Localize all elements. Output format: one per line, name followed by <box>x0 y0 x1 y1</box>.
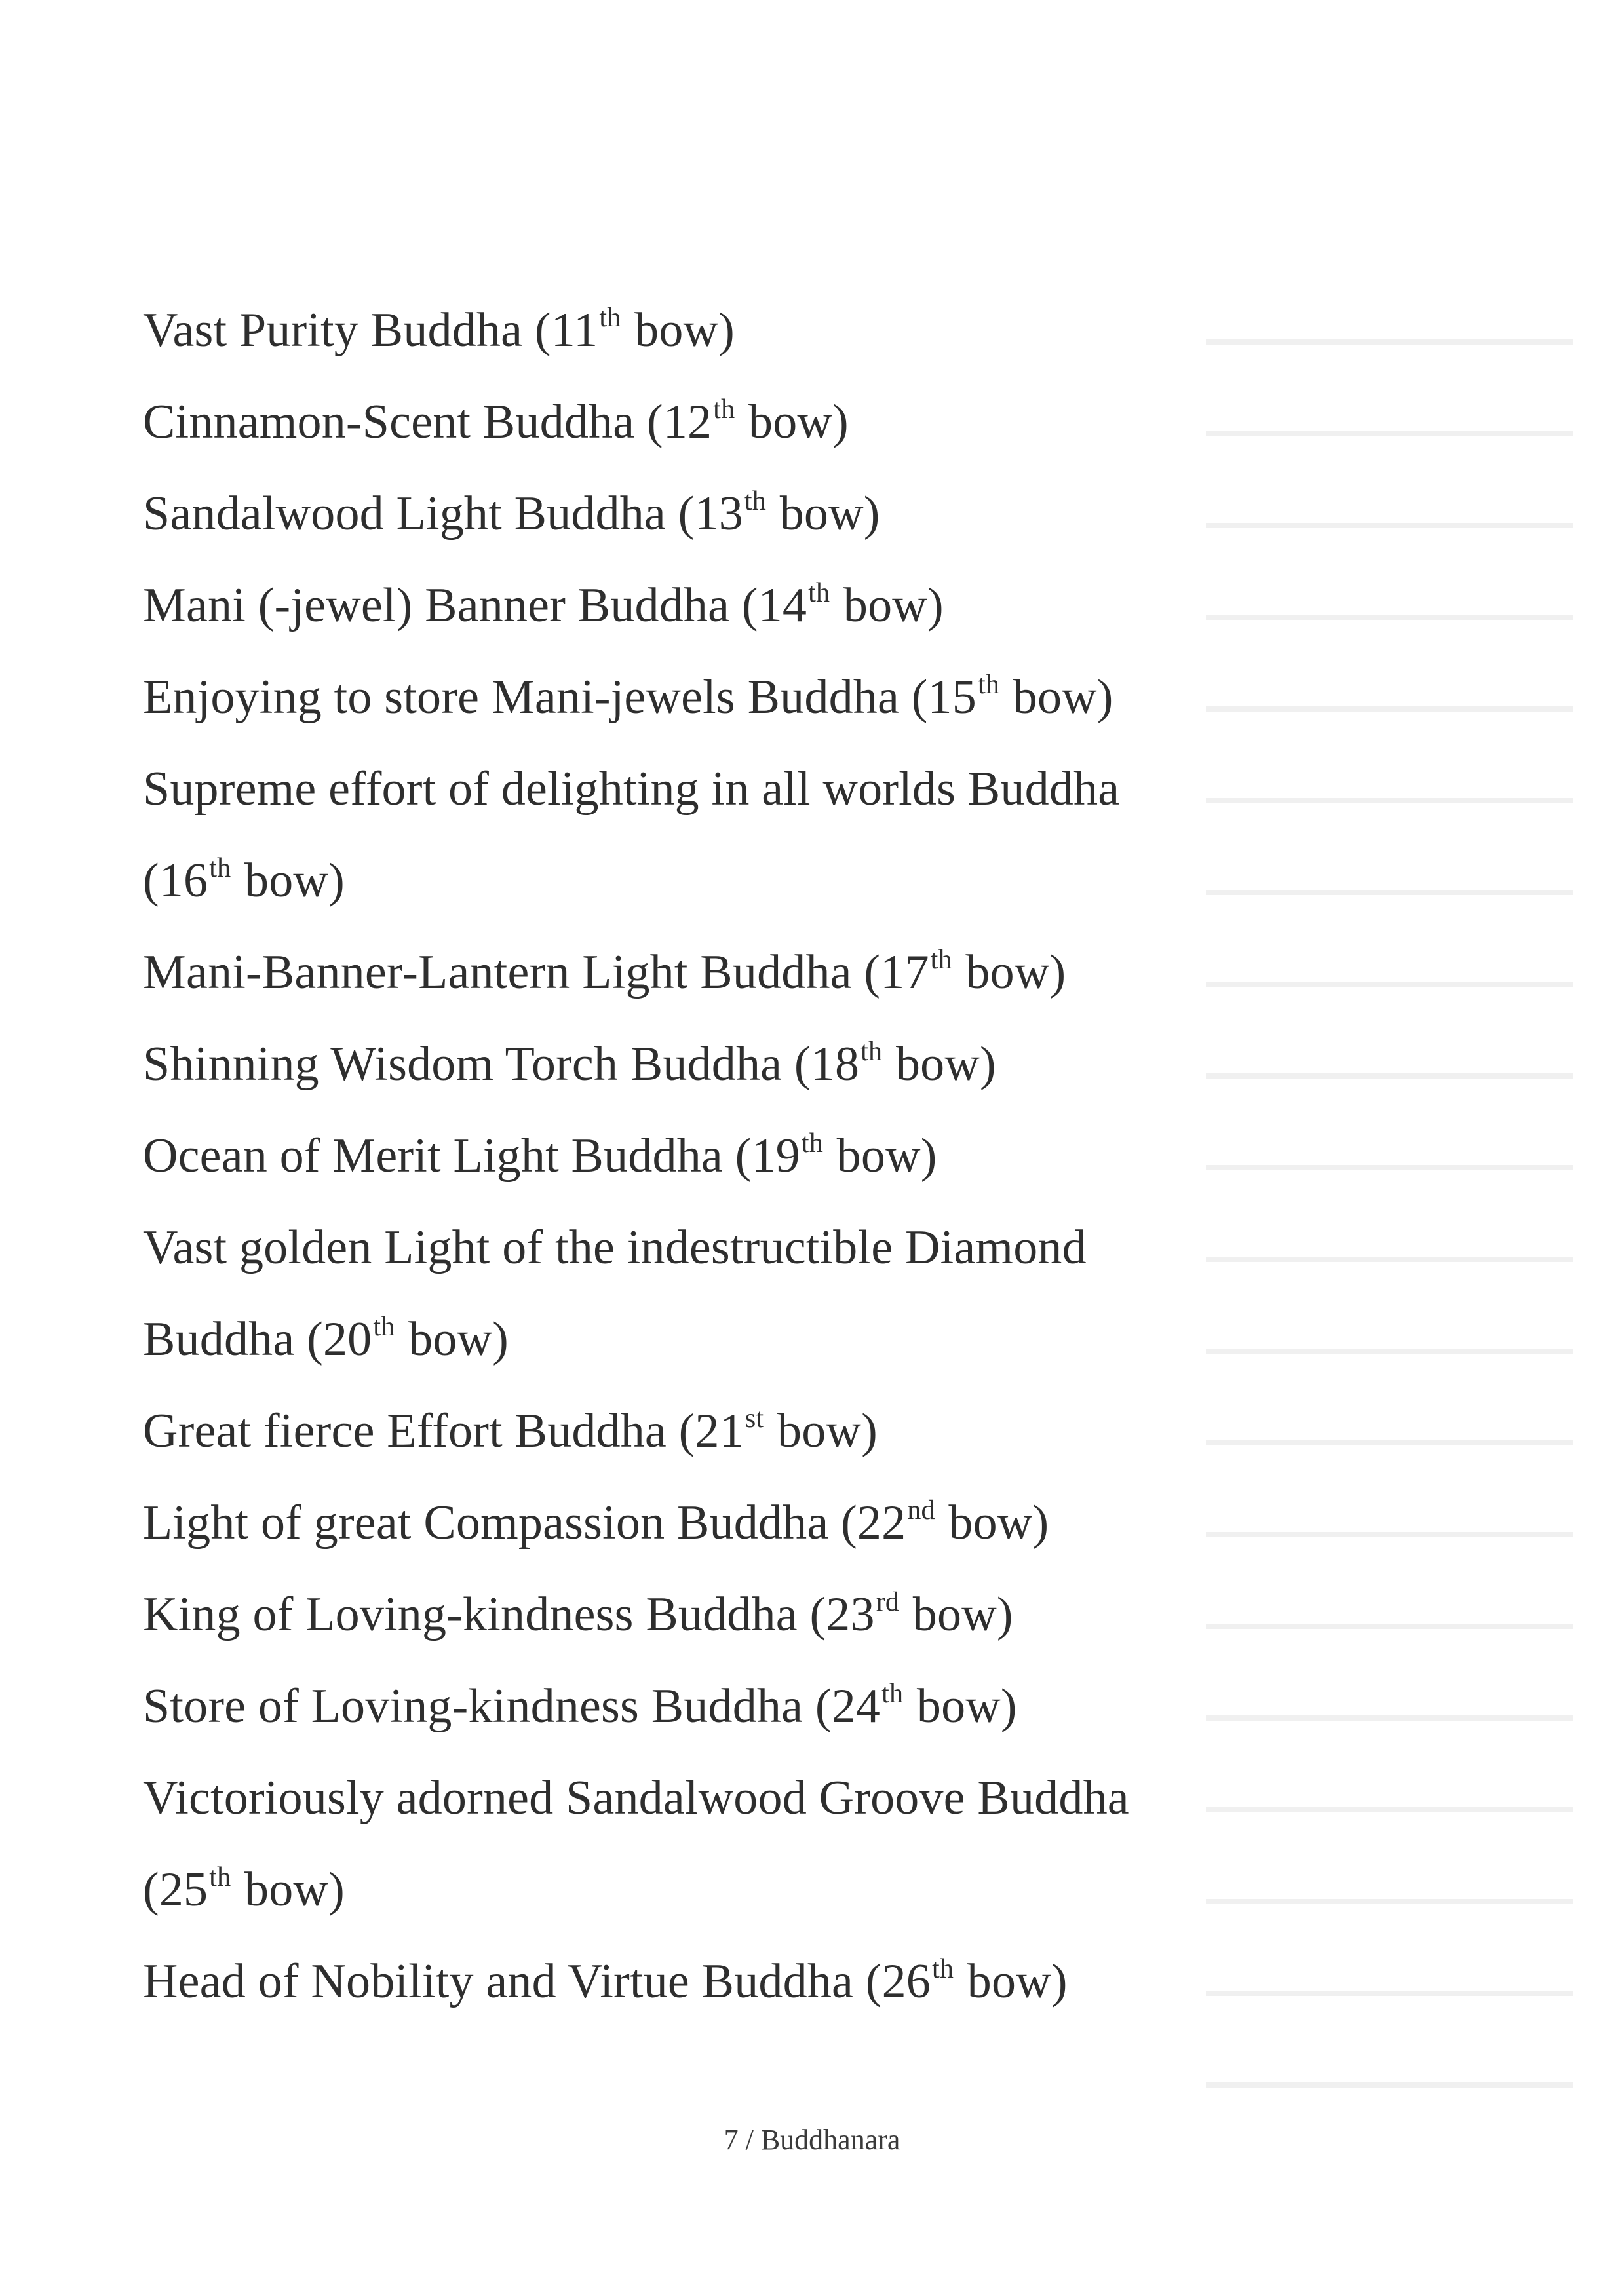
list-item: Mani (-jewel) Banner Buddha (14th bow) <box>143 578 944 632</box>
list-item: Supreme effort of delighting in all worlds Buddha <box>143 762 1120 816</box>
list-item: Cinnamon-Scent Buddha (12th bow) <box>143 394 849 449</box>
list-item: Mani-Banner-Lantern Light Buddha (17th bow) <box>143 945 1066 999</box>
list-item: Light of great Compassion Buddha (22nd bow) <box>143 1495 1049 1550</box>
list-item: Store of Loving-kindness Buddha (24th bow) <box>143 1679 1017 1733</box>
buddha-name-list <box>143 284 1388 2027</box>
list-item: Victoriously adorned Sandalwood Groove Buddha <box>143 1771 1129 1825</box>
list-item: Ocean of Merit Light Buddha (19th bow) <box>143 1128 937 1183</box>
list-item: King of Loving-kindness Buddha (23rd bow) <box>143 1587 1013 1641</box>
list-item: Sandalwood Light Buddha (13th bow) <box>143 486 880 541</box>
list-item: Vast Purity Buddha (11th bow) <box>143 303 735 357</box>
list-item: Shinning Wisdom Torch Buddha (18th bow) <box>143 1037 996 1091</box>
list-item: (16th bow) <box>143 853 345 908</box>
list-item: Enjoying to store Mani-jewels Buddha (15th bow) <box>143 670 1113 724</box>
list-item: Great fierce Effort Buddha (21st bow) <box>143 1404 878 1458</box>
page-footer: 7 / Buddhanara <box>724 2124 900 2156</box>
list-item: Vast golden Light of the indestructible Diamond <box>143 1221 1087 1274</box>
list-item: Head of Nobility and Virtue Buddha (26th bow) <box>143 1954 1068 2008</box>
list-item: (25th bow) <box>143 1862 345 1917</box>
list-item: Buddha (20th bow) <box>143 1312 509 1366</box>
